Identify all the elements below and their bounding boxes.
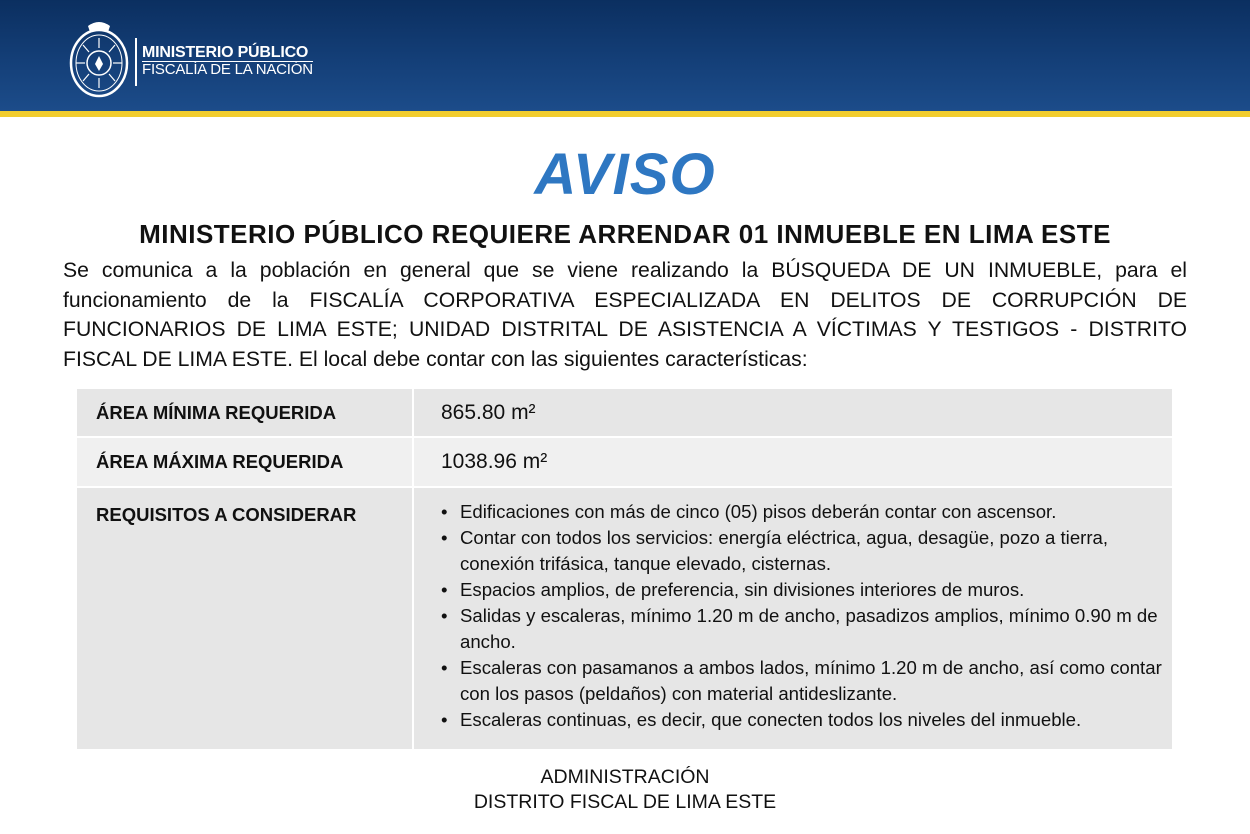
- table-row-label: REQUISITOS A CONSIDERAR: [77, 488, 412, 749]
- table-row-value: 865.80 m²: [414, 389, 1172, 436]
- row-divider: [77, 436, 1172, 438]
- crest-seal-icon: [68, 18, 130, 100]
- list-item: • Espacios amplios, de preferencia, sin divisiones interiores de muros.: [441, 577, 1171, 603]
- column-divider: [412, 389, 414, 749]
- list-item: • Escaleras continuas, es decir, que conecten todos los niveles del inmueble.: [441, 707, 1171, 733]
- footer-office: ADMINISTRACIÓN: [540, 766, 710, 788]
- notice-title: AVISO: [534, 142, 716, 207]
- table-row-label: ÁREA MÍNIMA REQUERIDA: [77, 389, 412, 436]
- list-item: • Contar con todos los servicios: energía eléctrica, agua, desagüe, pozo a tierra, conexión trifásica, tanque elevado, cisternas.: [441, 525, 1171, 577]
- logo-divider: [135, 38, 137, 86]
- requirements-table: [77, 389, 1172, 749]
- table-row-label: ÁREA MÁXIMA REQUERIDA: [77, 438, 412, 486]
- footer-district: DISTRITO FISCAL DE LIMA ESTE: [473, 791, 777, 813]
- logo-subtitle: FISCALÍA DE LA NACIÓN: [142, 61, 313, 78]
- logo-title: MINISTERIO PÚBLICO: [142, 44, 309, 61]
- notice-subtitle: MINISTERIO PÚBLICO REQUIERE ARRENDAR 01 INMUEBLE EN LIMA ESTE: [139, 219, 1111, 249]
- requirements-cell: [414, 488, 1172, 749]
- header-stripe: [0, 111, 1250, 117]
- list-item: • Salidas y escaleras, mínimo 1.20 m de ancho, pasadizos amplios, mínimo 0.90 m de ancho.: [441, 603, 1171, 655]
- notice-intro: Se comunica a la población en general que se viene realizando la BÚSQUEDA DE UN INMUEBLE, para el funcionamiento de la FISCALÍA CORPORATIVA ESPECIALIZADA EN DELITOS DE CORRUPCIÓN DE FUNCIONARIOS DE LIMA ESTE; UNIDAD DISTRITAL DE ASISTENCIA A VÍCTIMAS Y TESTIGOS - DISTRITO FISCAL DE LIMA ESTE. El local debe contar con las siguientes características:: [63, 259, 1187, 371]
- table-row-value: 1038.96 m²: [414, 438, 1172, 486]
- list-item: • Edificaciones con más de cinco (05) pisos deberán contar con ascensor.: [441, 499, 1171, 525]
- row-divider: [77, 486, 1172, 488]
- header-band: [0, 0, 1250, 111]
- requirements-list: [441, 499, 1171, 733]
- list-item: • Escaleras con pasamanos a ambos lados, mínimo 1.20 m de ancho, así como contar con los pasos (peldaños) con material antideslizante.: [441, 655, 1171, 707]
